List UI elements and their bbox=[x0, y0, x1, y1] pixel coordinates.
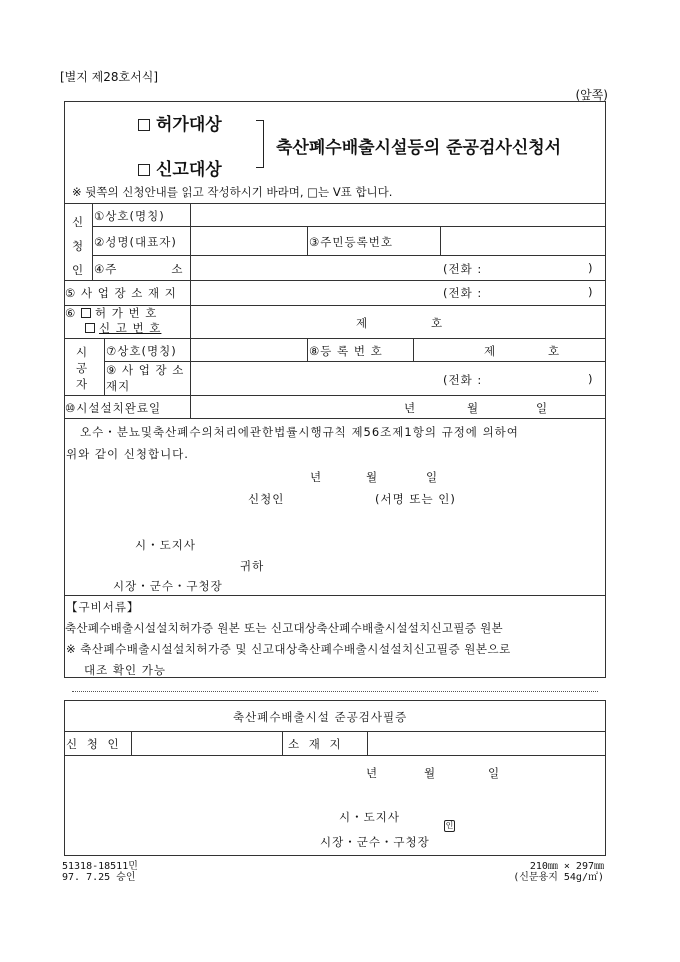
year: 년 bbox=[310, 470, 323, 484]
option-permit[interactable] bbox=[138, 110, 222, 135]
certificate-applicant-field[interactable] bbox=[132, 732, 281, 754]
phone-close: ) bbox=[588, 372, 594, 386]
day: 일 bbox=[536, 401, 549, 415]
issuer: 시・도지사 bbox=[339, 810, 400, 824]
site-location-label: ⑤ 사 업 장 소 재 지 bbox=[65, 286, 177, 300]
issuer: 시장・군수・구청장 bbox=[320, 835, 430, 849]
resident-number-field[interactable] bbox=[441, 227, 605, 254]
contractor-group-label: 시 공 자 bbox=[76, 345, 89, 391]
option-label: 허가대상 bbox=[156, 115, 222, 135]
documents-item: 축산폐수배출시설설치허가증 원본 또는 신고대상축산폐수배출시설설치신고필증 원본 bbox=[65, 621, 503, 635]
bracket bbox=[256, 120, 264, 168]
permit-je: 제 bbox=[356, 316, 369, 330]
certificate-title: 축산폐수배출시설 준공검사필증 bbox=[233, 710, 408, 724]
site-phone[interactable]: (전화 : bbox=[443, 286, 483, 300]
year: 년 bbox=[366, 766, 379, 780]
business-name-field[interactable] bbox=[191, 204, 605, 225]
form-number: [별지 제28호서식] bbox=[60, 70, 158, 84]
representative-label: ②성명(대표자) bbox=[94, 235, 177, 249]
checkbox-icon[interactable] bbox=[85, 323, 95, 333]
permit-number-label: ⑥ 허 가 번 호 신 고 번 호 bbox=[65, 306, 162, 335]
year: 년 bbox=[404, 401, 417, 415]
recipient-suffix: 귀하 bbox=[240, 559, 265, 573]
certificate-location-field[interactable] bbox=[368, 732, 605, 754]
month: 월 bbox=[467, 401, 480, 415]
address-label: ④주 소 bbox=[94, 262, 184, 276]
completion-date-label: ⑩시설설치완료일 bbox=[65, 401, 162, 415]
representative-field[interactable] bbox=[191, 227, 306, 254]
reg-ho: 호 bbox=[548, 344, 561, 358]
form-code: 51318-18511민 97. 7.25 승인 bbox=[62, 861, 138, 883]
day: 일 bbox=[426, 470, 439, 484]
registration-number-label: ⑧등 록 번 호 bbox=[309, 344, 383, 358]
address-phone[interactable]: (전화 : bbox=[443, 262, 483, 276]
applicant-label: 신청인 bbox=[248, 492, 285, 506]
page-side: (앞쪽) bbox=[575, 88, 608, 102]
documents-note: 대조 확인 가능 bbox=[84, 663, 166, 677]
applicant-group-label: 신 청 인 bbox=[72, 215, 85, 277]
recipient: 시・도지사 bbox=[135, 538, 196, 552]
reg-je: 제 bbox=[484, 344, 497, 358]
documents-heading: 【구비서류】 bbox=[66, 600, 140, 614]
declaration-text: 위와 같이 신청합니다. bbox=[66, 447, 189, 461]
cut-line bbox=[72, 691, 598, 692]
phone-close: ) bbox=[588, 261, 594, 275]
checkbox-icon[interactable] bbox=[138, 164, 150, 176]
resident-number-label: ③주민등록번호 bbox=[309, 235, 393, 249]
contractor-name-label: ⑦상호(명칭) bbox=[106, 344, 177, 358]
month: 월 bbox=[424, 766, 437, 780]
day: 일 bbox=[488, 766, 501, 780]
certificate-location-label: 소 재 지 bbox=[288, 737, 344, 751]
month: 월 bbox=[366, 470, 379, 484]
instruction: ※ 뒷쪽의 신청안내를 읽고 작성하시기 바라며, □는 V표 합니다. bbox=[72, 185, 393, 199]
documents-note: ※ 축산폐수배출시설설치허가증 및 신고대상축산폐수배출시설설치신고필증 원본으로 bbox=[66, 642, 511, 656]
option-label: 신고대상 bbox=[156, 160, 222, 180]
recipient: 시장・군수・구청장 bbox=[113, 579, 223, 593]
signature-label: (서명 또는 인) bbox=[375, 492, 456, 506]
seal-icon: 인 bbox=[445, 821, 454, 830]
permit-ho: 호 bbox=[431, 316, 444, 330]
phone-close: ) bbox=[588, 285, 594, 299]
certificate-applicant-label: 신 청 인 bbox=[66, 737, 122, 751]
contractor-site-label: ⑨ 사 업 장 소 재지 bbox=[106, 363, 185, 393]
declaration-text: 오수・분뇨및축산폐수의처리에관한법률시행규칙 제56조제1항의 규정에 의하여 bbox=[80, 425, 519, 439]
form-title: 축산폐수배출시설등의 준공검사신청서 bbox=[276, 138, 562, 158]
checkbox-icon[interactable] bbox=[138, 119, 150, 131]
contractor-phone[interactable]: (전화 : bbox=[443, 373, 483, 387]
business-name-label: ①상호(명칭) bbox=[94, 209, 165, 223]
paper-spec: 210㎜ × 297㎜ (신문용지 54g/㎡) bbox=[513, 861, 604, 883]
checkbox-icon[interactable] bbox=[81, 308, 91, 318]
option-report[interactable] bbox=[138, 155, 222, 180]
